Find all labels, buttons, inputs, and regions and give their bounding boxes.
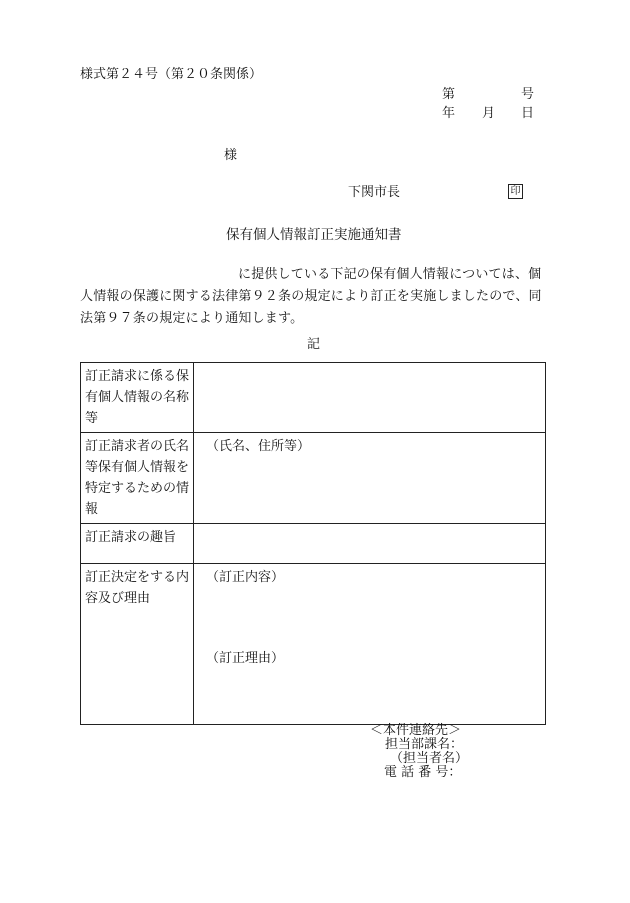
row-value: [194, 363, 546, 433]
table-row: [81, 564, 546, 725]
row-value: [194, 564, 546, 725]
row-label: 訂正請求の趣旨: [81, 524, 194, 564]
contact-heading: ＜本件連絡先＞: [370, 723, 462, 738]
row-label: 訂正請求者の氏名等保有個人情報を特定するための情報: [81, 433, 194, 524]
addressee-suffix: 様: [224, 148, 238, 163]
correction-content-label: （訂正内容）: [206, 570, 285, 585]
correction-details-table: [80, 362, 546, 725]
contact-block: [370, 724, 468, 780]
row-label: 訂正請求に係る保有個人情報の名称等: [81, 363, 194, 433]
seal-icon: 印: [508, 184, 523, 199]
body-line: 人情報の保護に関する法律第９２条の規定により訂正を実施しましたので、同: [80, 289, 542, 304]
row-label: 訂正決定をする内容及び理由: [81, 564, 194, 725]
body-line: に提供している下記の保有個人情報については、個: [238, 267, 542, 282]
date-day: 日: [521, 106, 535, 121]
table-row: [81, 433, 546, 524]
issuer-name: 下関市長: [348, 185, 401, 200]
date-year: 年: [442, 106, 456, 121]
document-number-suffix: 号: [521, 87, 535, 102]
document-title: 保有個人情報訂正実施通知書: [226, 227, 402, 243]
contact-person: （担当者名）: [390, 751, 469, 766]
body-paragraph: [80, 264, 550, 330]
correction-reason-label: （訂正理由）: [206, 651, 285, 666]
contact-phone: 電 話 番 号：: [384, 765, 462, 780]
date-month: 月: [482, 106, 496, 121]
document-number-prefix: 第: [442, 87, 456, 102]
form-number: 様式第２４号（第２０条関係）: [80, 67, 263, 82]
contact-department: 担当部課名：: [385, 737, 464, 752]
row-value: （氏名、住所等）: [194, 433, 546, 524]
table-row: [81, 363, 546, 433]
table-row: [81, 524, 546, 564]
body-line: 法第９７条の規定により通知します。: [80, 311, 304, 326]
row-value: [194, 524, 546, 564]
ki-marker: 記: [307, 337, 321, 352]
